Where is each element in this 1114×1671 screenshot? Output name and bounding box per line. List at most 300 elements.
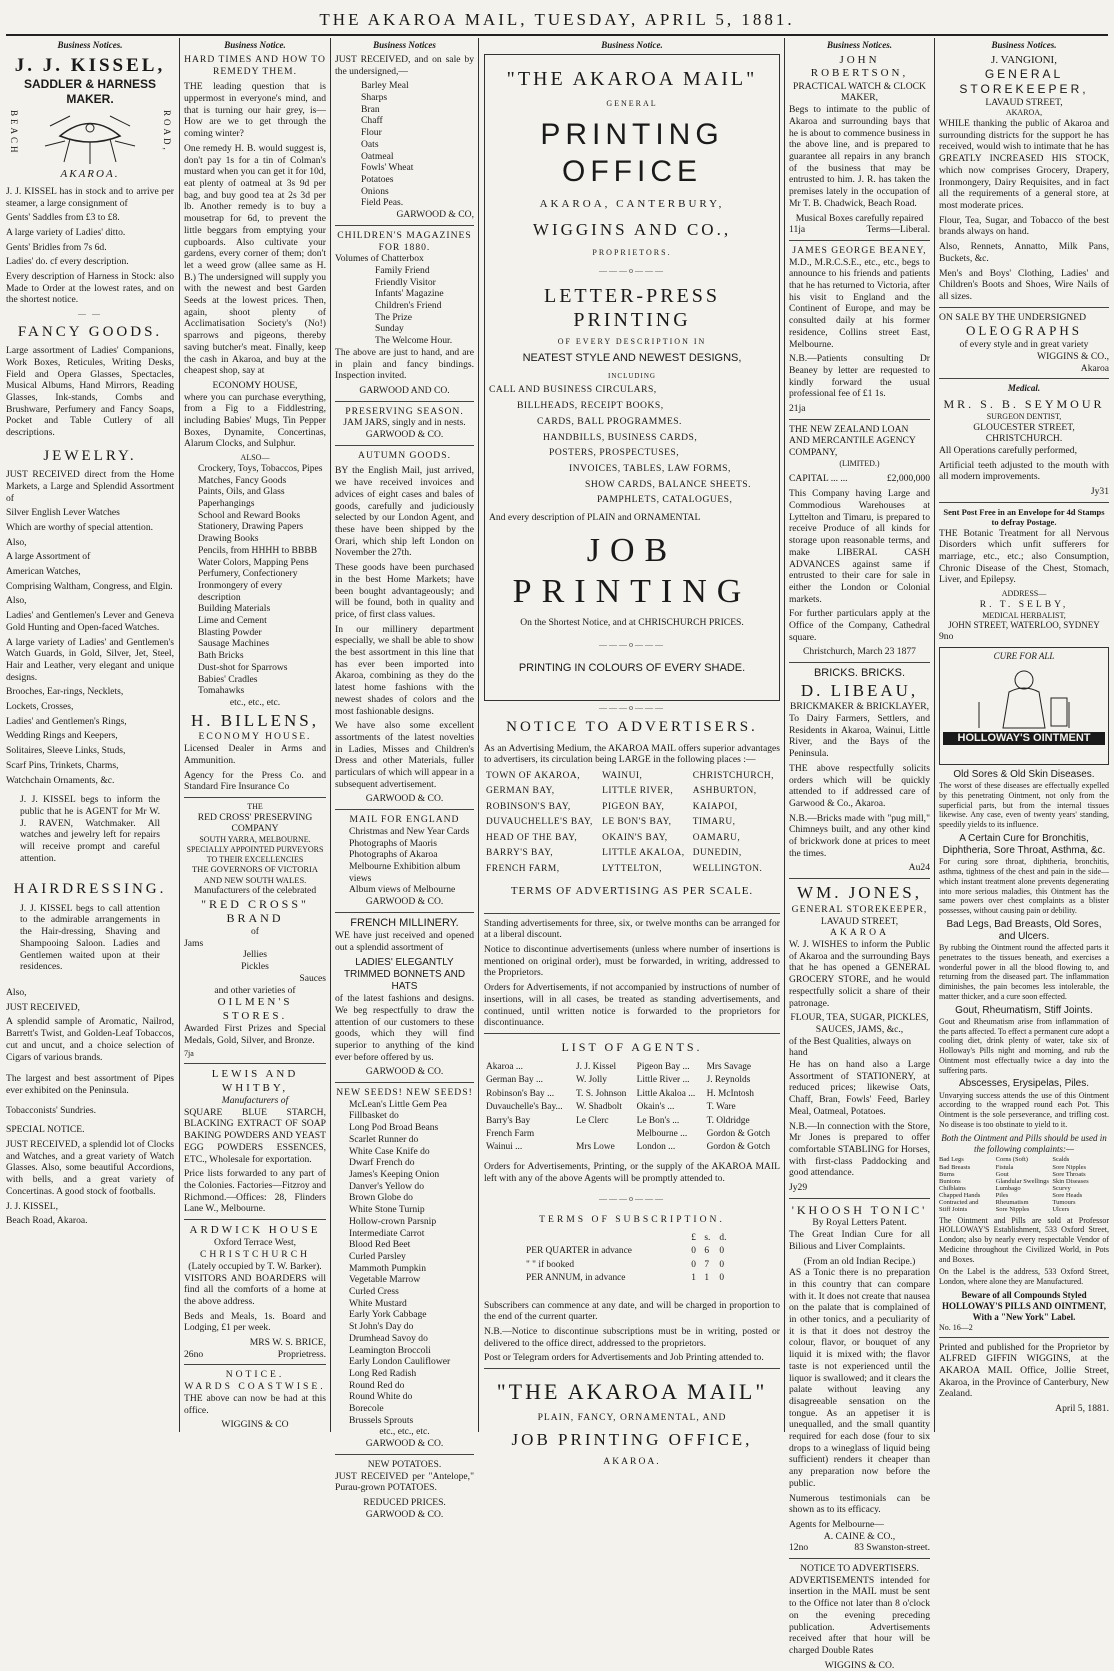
separator bbox=[184, 1219, 326, 1220]
abscesses-text: Unvarying success attends the use of this Ointment according to the wrapped round each Pot. This Ointment is the sole perseverance, and trifling cost. No disease is too obstinate to yield to it. bbox=[939, 1090, 1109, 1129]
agent-place: Le Bon's ... bbox=[636, 1115, 680, 1126]
new-potatoes-text: JUST RECEIVED per "Antelope," Purau-grown POTATOES. bbox=[335, 1470, 474, 1494]
footer-location: AKAROA. bbox=[603, 1456, 661, 1468]
botanic-text: THE Botanic Treatment for all Nervous Disorders which unfit sufferers for marriage, etc., etc.; also Consumption, Chronic Disease of the Chest, Stomach, Liver, and Epilepsy. bbox=[939, 527, 1109, 586]
column-heading: Business Notices. bbox=[826, 40, 892, 50]
separator bbox=[789, 1198, 930, 1199]
table-row bbox=[484, 1101, 780, 1114]
new-potatoes-heading: NEW POTATOES. bbox=[367, 1458, 442, 1470]
printing-office-heading: PRINTING OFFICE bbox=[540, 118, 724, 188]
licensed-dealer: Licensed Dealer in Arms and Ammunition. bbox=[184, 743, 326, 766]
capital-value: £2,000,000 bbox=[886, 472, 930, 484]
saddle-engraving bbox=[6, 106, 174, 168]
list-item: Sharps bbox=[361, 92, 388, 104]
table-row bbox=[484, 831, 780, 846]
akaroa-mail-title: "THE AKAROA MAIL" bbox=[506, 67, 758, 90]
pickles-label: Pickles bbox=[241, 961, 269, 973]
also-label: ALSO— bbox=[240, 453, 270, 463]
autumn-p1: BY the English Mail, just arrived, we have received invoices and advices of eight cases and bales of goods, carefully and judiciously selected by our London Agent, and these have been shipped by the Orari, which ship left London on November the 27th. bbox=[335, 465, 474, 559]
awarded-text: Awarded First Prizes and Special Medals, Gold, Silver, and Bronze. bbox=[184, 1023, 326, 1046]
column-3 bbox=[335, 40, 474, 1520]
khoosh-testimonials: Numerous testimonials can be shown as to its efficacy. bbox=[789, 1492, 930, 1516]
khoosh-sub: By Royal Letters Patent. bbox=[812, 1217, 907, 1229]
jewelry-heading: JEWELRY. bbox=[43, 447, 137, 464]
notice-heading: NOTICE. bbox=[225, 1369, 285, 1381]
complaint-item: Tumours bbox=[1052, 1199, 1076, 1207]
agent-place: Duvauchelle's Bay... bbox=[486, 1102, 563, 1113]
garwood-signature: GARWOOD AND CO. bbox=[359, 384, 450, 396]
khoosh-text: AS a Tonic there is no preparation in this country that can compare with it. It does not create that nausea on the palate that is complained of in other tonics, and a peculiarity of it is that it does not destroy the colour, flavor, or bouquet of any liquid it is mixed with; the flavor taste is not experienced until the liquor is swallowed; and it clears the palate without leaving any disagreeable sensation on the tongue. As an appetiser it is unequalled, and the small quantity required for each dose (four to six drops to a wineglass of liquid being sufficient) renders it cheaper than any preparation now before the public. bbox=[789, 1267, 930, 1489]
manufacturers-label: Manufacturers of the celebrated bbox=[193, 885, 317, 897]
kissel-name: J. J. KISSEL, bbox=[14, 54, 166, 76]
robertson-text: Begs to intimate to the public of Akaroa and surrounding bays that he is about to commence business in the above line, and is prepared to guarantee all repairs in any branch of the business that may be entrusted to him. J. R. has taken the premises lately in the occupation of Mr T. B. Chadwick, Beach Road. bbox=[789, 104, 930, 209]
list-item: Christmas and New Year Cards bbox=[349, 825, 470, 837]
jones-goods2: of the Best Qualities, always on hand bbox=[789, 1035, 912, 1059]
printed-text: Printed and published for the Proprietor by ALFRED GIFFIN WIGGINS, at the AKAROA MAIL Office, Jollie Street, Akaroa, in the Province of Canterbury, New Zealand. bbox=[939, 1341, 1109, 1400]
nzl-heading: THE NEW ZEALAND LOAN AND MERCANTILE AGENCY COMPANY, bbox=[789, 423, 916, 459]
separator: ———o——— bbox=[599, 702, 665, 712]
autumn-p3: In our millinery department especially, we shall be able to show the best assortment in this line that has ever been imported into Akaroa, combining as they do the latest home fashions with the newest shades of colors and the most fashionable designs. bbox=[335, 623, 474, 717]
caine-name: A. CAINE & CO., bbox=[823, 1530, 896, 1542]
list-item: Babies' Cradles bbox=[198, 673, 258, 685]
list-item: Long Red Radish bbox=[349, 1367, 417, 1379]
of-every-description: OF EVERY DESCRIPTION IN bbox=[557, 336, 707, 346]
footer-title: "THE AKAROA MAIL" bbox=[496, 1379, 768, 1405]
separator: ———o——— bbox=[599, 640, 665, 650]
list-item: Crockery, Toys, Tobaccos, Pipes bbox=[198, 462, 323, 474]
agents-heading: LIST OF AGENTS. bbox=[561, 1040, 703, 1054]
ardwick-occupied: (Lately occupied by T. W. Barker). bbox=[188, 1260, 322, 1272]
economy-items bbox=[184, 463, 326, 697]
nzl-text2: For further particulars apply at the Office of the Company, Cathedral square. bbox=[789, 608, 930, 643]
complaint-item: Bunions bbox=[939, 1177, 961, 1185]
sub-value: 1 bbox=[704, 1273, 710, 1284]
kissel-stock-text: J. J. KISSEL has in stock and to arrive per steamer, a large consignment of bbox=[6, 185, 174, 209]
ladies-bridles: Ladies' do. cf every description. bbox=[6, 256, 129, 268]
jones-nb: N.B.—In connection with the Store, Mr Jones is prepared to offer comfortable STABLING for Horses, with first-class Paddocking and good attendance. bbox=[789, 1120, 930, 1179]
list-item: Pencils, from HHHH to BBBB bbox=[198, 544, 318, 556]
table-row bbox=[484, 1061, 780, 1074]
gents-bridles: Gents' Bridles from 7s 6d. bbox=[6, 241, 107, 253]
complaint-item: Chapped Hands bbox=[939, 1192, 981, 1200]
separator bbox=[184, 1364, 326, 1365]
town-cell: BARRY'S BAY, bbox=[486, 848, 554, 859]
jewelry-item: Brooches, Ear-rings, Necklets, bbox=[6, 686, 124, 698]
town-cell: LE BON'S BAY, bbox=[602, 817, 672, 828]
separator bbox=[939, 378, 1109, 379]
letterpress-heading: LETTER-PRESS PRINTING bbox=[543, 284, 720, 332]
lewis-whitby-heading: LEWIS AND WHITBY, bbox=[211, 1068, 299, 1094]
label-text: On the Label is the address, 533 Oxford Street, London, where alone they are Manufactured. bbox=[939, 1267, 1109, 1287]
separator bbox=[789, 419, 930, 420]
ref-code: Jy31 bbox=[1090, 486, 1109, 498]
akaroa-label: AKAROA. bbox=[60, 168, 120, 181]
holloway-pills: HOLLOWAY'S PILLS AND OINTMENT, bbox=[941, 1300, 1107, 1311]
jewelry-item: A large Assortment of bbox=[6, 551, 91, 563]
town-cell: ROBINSON'S BAY, bbox=[486, 801, 571, 812]
gout-text: Gout and Rheumatism arise from inflammation of the parts affected. To effect a permanent cure adopt a cooling diet, drink plenty of water, take six of Holloway's Pills night and morning, and rub the Ointment most effectually twice a day into the suffering parts. bbox=[939, 1016, 1109, 1075]
ref-code: Jy29 bbox=[789, 1182, 808, 1194]
agents-for: Agents for Melbourne— bbox=[789, 1518, 884, 1530]
list-item: White Case Knife do bbox=[349, 1145, 430, 1157]
list-item: Drawing Books bbox=[198, 533, 259, 545]
cure-banner: CURE FOR ALL bbox=[993, 650, 1055, 661]
jewelry-item: Comprising Waltham, Congress, and Elgin. bbox=[6, 580, 173, 592]
separator bbox=[484, 1368, 780, 1369]
table-row bbox=[524, 1272, 734, 1285]
separator: ———o——— bbox=[599, 266, 665, 276]
list-item: Sunday bbox=[375, 323, 404, 335]
old-sores-heading: Old Sores & Old Skin Diseases. bbox=[953, 768, 1095, 780]
town-cell: WAINUI, bbox=[602, 770, 643, 781]
jams-label: Jams bbox=[184, 937, 204, 949]
separator: — — bbox=[78, 309, 102, 319]
wiggins-signature: WIGGINS & CO. bbox=[824, 1659, 895, 1671]
proprietors-label: PROPRIETORS. bbox=[592, 248, 672, 258]
table-row bbox=[524, 1245, 734, 1258]
other-varieties: and other varieties of bbox=[214, 984, 296, 996]
abscesses-heading: Abscesses, Erysipelas, Piles. bbox=[958, 1078, 1090, 1090]
terms-advertising-heading: TERMS OF ADVERTISING AS PER SCALE. bbox=[510, 885, 754, 898]
list-item: Fillbasket do bbox=[349, 1110, 399, 1122]
sub-value: 0 bbox=[691, 1246, 696, 1257]
sundries-text: Tobacconists' Sundries. bbox=[6, 1104, 97, 1116]
capital-label: CAPITAL ... ... bbox=[789, 472, 848, 484]
wiggins-and-co: WIGGINS AND CO., bbox=[532, 219, 732, 239]
bricks-heading: BRICKS. BRICKS. bbox=[813, 667, 906, 680]
table-row bbox=[484, 1128, 780, 1141]
hairdressing-heading: HAIRDRESSING. bbox=[13, 881, 167, 898]
nzl-date: Christchurch, March 23 1877 bbox=[803, 646, 916, 658]
sub-label: PER QUARTER in advance bbox=[526, 1246, 632, 1257]
kissel-address: Beach Road, Akaroa. bbox=[6, 1215, 88, 1227]
sauces-label: Sauces bbox=[299, 972, 326, 984]
table-row bbox=[484, 862, 780, 877]
agent-place: Akaroa ... bbox=[486, 1061, 523, 1072]
libeau-nb: N.B.—Bricks made with "pug mill," Chimneys built, and any other kind of brickwork done at prices to meet the times. bbox=[789, 812, 930, 859]
list-item: White Mustard bbox=[349, 1297, 407, 1309]
column-heading: Business Notices. bbox=[57, 40, 123, 50]
every-description-text: And every description of PLAIN and ORNAMENTAL bbox=[489, 512, 701, 524]
garwood-signature: GARWOOD & CO. bbox=[365, 896, 444, 908]
ardwick-city: CHRISTCHURCH bbox=[199, 1249, 311, 1261]
agency-text: Agency for the Press Co. and Standard Fire Insurance Co bbox=[184, 769, 326, 793]
separator bbox=[789, 878, 930, 879]
vangioni-trade: GENERAL STOREKEEPER, bbox=[959, 67, 1089, 96]
cigars-text: A splendid sample of Aromatic, Nailrod, Barrett's Twist, and Golden-Leaf Tobaccos, cut and uncut, and a choice selection of Cigars of various brands. bbox=[6, 1016, 174, 1063]
jewelry-item: Ladies' and Gentlemen's Lever and Geneva Gold Hunting and Open-faced Watches. bbox=[6, 610, 174, 633]
separator bbox=[484, 913, 780, 914]
jewelry-item: Silver English Lever Watches bbox=[6, 507, 120, 519]
footer-sub: PLAIN, FANCY, ORNAMENTAL, AND bbox=[537, 1411, 727, 1423]
list-item: Leamington Broccoli bbox=[349, 1344, 431, 1356]
column-heading: Business Notice. bbox=[601, 40, 663, 50]
vangioni-text1: WHILE thanking the public of Akaroa and surrounding districts for the support he has received, would wish to intimate that he has GREATLY INCREASED HIS STOCK, which now comprises Grocery, Drapery, Ironmongery, Dairy Requisites, and in fact all the requirements of a general store, at most moderate prices. bbox=[939, 118, 1109, 211]
oleographs-text: of every style and in great variety bbox=[959, 339, 1089, 351]
list-item: Matches, Fancy Goods bbox=[198, 474, 287, 486]
list-item: St John's Day do bbox=[349, 1321, 414, 1333]
jones-goods: FLOUR, TEA, SUGAR, PICKLES, SAUCES, JAMS, &c., bbox=[790, 1012, 929, 1035]
oleographs-intro: ON SALE BY THE UNDERSIGNED bbox=[939, 311, 1087, 323]
list-item: The Prize bbox=[375, 311, 413, 323]
list-item: Scarlet Runner do bbox=[349, 1133, 419, 1145]
list-item: Round White do bbox=[349, 1391, 413, 1403]
list-item: Potatoes bbox=[361, 174, 394, 185]
nzl-text: This Company having Large and Commodious Warehouses at Lyttelton and Timaru, is prepared to receive Produce of all kinds for storage upon reasonable terms, and make LIBERAL CASH ADVANCES against same if entrusted to their care for sale in either the London or Colonial markets. bbox=[789, 488, 930, 605]
list-item: Oatmeal bbox=[361, 150, 394, 162]
town-cell: KAIAPOI, bbox=[692, 801, 738, 812]
list-item: Flour bbox=[361, 127, 382, 139]
standing-text: Standing advertisements for three, six, or twelve months can be arranged for at a liberal discount. bbox=[484, 917, 780, 941]
list-item: The Welcome Hour. bbox=[375, 335, 453, 347]
gloucester-label: GLOUCESTER STREET, bbox=[973, 421, 1075, 433]
french-millinery-text2: of the latest fashions and designs. We beg respectfully to draw the attention of our customers to these goods, which they will find superior to anything of the kind ever before offered by us. bbox=[335, 993, 474, 1063]
footer-job: JOB PRINTING OFFICE, bbox=[511, 1429, 753, 1449]
town-cell: ASHBURTON, bbox=[692, 786, 757, 797]
complaint-item: Scurvy bbox=[1052, 1185, 1071, 1193]
separator bbox=[184, 1063, 326, 1064]
printing-office-box bbox=[484, 54, 780, 701]
christchurch-label: CHRISTCHURCH. bbox=[985, 433, 1063, 445]
column-2 bbox=[184, 40, 326, 1432]
jellies-label: Jellies bbox=[243, 949, 267, 961]
separator bbox=[335, 445, 474, 446]
issue-number: No. 16—2 bbox=[939, 1322, 973, 1332]
wiggins-location: Akaroa bbox=[1080, 362, 1109, 374]
complaint-item: Sore Heads bbox=[1052, 1192, 1083, 1200]
list-item: Vegetable Marrow bbox=[349, 1274, 421, 1286]
agent-name: Gordon & Gotch bbox=[706, 1128, 771, 1139]
autumn-goods-heading: AUTUMN GOODS. bbox=[358, 449, 451, 461]
list-item: Drumhead Savoy do bbox=[349, 1332, 428, 1344]
complaint-item: Gout bbox=[995, 1170, 1009, 1178]
table-row bbox=[484, 1141, 780, 1154]
list-item: Bath Bricks bbox=[198, 650, 244, 662]
list-item: School and Reward Books bbox=[198, 509, 301, 521]
ref-code: 9no bbox=[939, 631, 954, 643]
separator bbox=[335, 809, 474, 810]
terms-label: Terms—Liberal. bbox=[866, 224, 930, 236]
bronchitis-heading: A Certain Cure for Bronchitis, Diphtheria, Sore Throat, Asthma, &c. bbox=[942, 832, 1106, 857]
hairdressing-text: J. J. KISSEL begs to call attention to the admirable arrangements in the Hair-dressing, Shaving and Shampooing Saloon. Ladies and Gentlemen waited upon at their residences. bbox=[20, 902, 160, 973]
medical-heading: Medical. bbox=[1007, 383, 1041, 394]
beach-label: BEACH bbox=[8, 110, 19, 156]
list-item: Onions bbox=[361, 185, 389, 197]
sub-value: 1 bbox=[691, 1273, 696, 1284]
agent-place: French Farm bbox=[486, 1128, 535, 1139]
separator bbox=[789, 662, 930, 663]
subscription-table bbox=[524, 1232, 734, 1286]
complaint-item: Contracted and bbox=[939, 1199, 979, 1207]
list-item: Fowls' Wheat bbox=[361, 162, 414, 174]
complaint-item: Ulcers bbox=[1052, 1206, 1070, 1214]
column-divider bbox=[179, 38, 180, 1432]
ardwick-beds: Beds and Meals, 1s. Board and Lodging, £1 per week. bbox=[184, 1310, 326, 1334]
masthead-rule bbox=[6, 34, 1108, 36]
grain-list bbox=[335, 80, 474, 209]
agent-name: J. J. Kissel bbox=[575, 1061, 617, 1072]
limited-label: (LIMITED.) bbox=[839, 458, 880, 468]
reduced-prices: REDUCED PRICES. bbox=[363, 1496, 446, 1508]
list-item: Sausage Machines bbox=[198, 638, 270, 650]
list-item: Friendly Visitor bbox=[375, 276, 436, 288]
town-cell: HEAD OF THE BAY, bbox=[486, 832, 578, 843]
special-notice-heading: SPECIAL NOTICE. bbox=[6, 1124, 85, 1136]
table-row bbox=[484, 1088, 780, 1101]
seeds-etc: etc., etc., etc. bbox=[379, 1426, 430, 1438]
musical-boxes: Musical Boxes carefully repaired bbox=[795, 212, 924, 224]
services-list bbox=[489, 384, 775, 506]
ref-code: 26no bbox=[184, 1348, 204, 1360]
libeau-text2: THE above respectfully solicits orders which will be quickly attended to if addressed care of Garwood & Co., Akaroa. bbox=[789, 762, 930, 809]
magazines-text: The above are just to hand, and are in plain and fancy bindings. Inspection invited. bbox=[335, 346, 474, 382]
complaint-item: Bad Breasts bbox=[939, 1163, 971, 1171]
complaint-item: Stiff Joints bbox=[939, 1206, 968, 1214]
separator bbox=[335, 401, 474, 402]
separator bbox=[335, 1082, 474, 1083]
ladies-saddles: A large variety of Ladies' ditto. bbox=[6, 226, 126, 238]
separator bbox=[335, 912, 474, 913]
table-row bbox=[484, 784, 780, 799]
list-item: Blasting Powder bbox=[198, 626, 262, 638]
separator bbox=[335, 225, 474, 226]
complaint-item: Sore Throats bbox=[1052, 1170, 1086, 1178]
swanston-address: 83 Swanston-street. bbox=[854, 1542, 930, 1554]
agent-name bbox=[574, 1128, 635, 1141]
service-item: HANDBILLS, BUSINESS CARDS, bbox=[543, 431, 698, 443]
table-row bbox=[484, 846, 780, 861]
complaint-item: Lumbago bbox=[995, 1185, 1021, 1193]
brice-signature: MRS W. S. BRICE, bbox=[249, 1337, 326, 1349]
agent-name: W. Shadbolt bbox=[575, 1102, 622, 1113]
list-item: Melbourne Exhibition album views bbox=[349, 860, 461, 884]
column-header: £ bbox=[691, 1232, 696, 1243]
also-label: Also, bbox=[6, 987, 27, 998]
list-item: Brown Globe do bbox=[349, 1192, 413, 1204]
separator bbox=[939, 502, 1109, 503]
jewelry-item: Wedding Rings and Keepers, bbox=[6, 730, 118, 742]
list-item: Building Materials bbox=[198, 603, 271, 615]
list-item: Chaff bbox=[361, 115, 383, 127]
list-item: Brussels Sprouts bbox=[349, 1414, 414, 1426]
gents-saddles: Gents' Saddles from £3 to £8. bbox=[6, 212, 120, 224]
notice-advertisers-heading: NOTICE TO ADVERTISERS. bbox=[506, 719, 758, 736]
complaint-item: Sore Nipples bbox=[995, 1206, 1030, 1214]
list-item: Infants' Magazine bbox=[375, 288, 444, 300]
list-item: Barley Meal bbox=[361, 80, 409, 92]
town-cell: OKAIN'S BAY, bbox=[602, 832, 668, 843]
list-item: Paints, Oils, and Glass bbox=[198, 486, 285, 498]
proprietress-label: Proprietress. bbox=[277, 1348, 326, 1360]
wards-text: THE above can now be had at this office. bbox=[184, 1392, 326, 1416]
notice-advertisers-heading: NOTICE TO ADVERTISERS. bbox=[800, 1563, 919, 1575]
sub-value: 0 bbox=[719, 1259, 725, 1270]
hard-times-heading: HARD TIMES AND HOW TO REMEDY THEM. bbox=[184, 53, 326, 77]
lewis-manufacturers: Manufacturers of bbox=[221, 1095, 289, 1107]
list-item: Family Friend bbox=[375, 264, 430, 276]
sub-value: 7 bbox=[704, 1259, 710, 1270]
allegory-figure-icon bbox=[949, 662, 1099, 732]
brice-footer bbox=[184, 1349, 326, 1361]
vangioni-akaroa: AKAROA, bbox=[1005, 108, 1043, 118]
complaint-item: Sore Nipples bbox=[1052, 1163, 1087, 1171]
town-cell: TIMARU, bbox=[692, 817, 736, 828]
chatterbox-label: Volumes of Chatterbox bbox=[335, 253, 424, 265]
service-item: CARDS, BALL PROGRAMMES. bbox=[537, 415, 682, 427]
column-4 bbox=[484, 40, 780, 1468]
list-item: Ironmongery of every description bbox=[198, 579, 283, 603]
complaint-item: Rheumatism bbox=[995, 1199, 1029, 1207]
libeau-text: To Dairy Farmers, Settlers, and Residents in Akaroa, Wainui, Little River, and the Bays of the Peninsula. bbox=[789, 713, 930, 760]
magazines-list bbox=[335, 265, 474, 347]
agents-text: Orders for Advertisements, Printing, or the supply of the AKAROA MAIL left with any of the above Agents will be promptly attended to. bbox=[484, 1160, 780, 1184]
agent-name: T. S. Johnson bbox=[575, 1088, 627, 1099]
column-heading: Business Notice. bbox=[224, 40, 286, 50]
subscription-heading: TERMS OF SUBSCRIPTION. bbox=[539, 1214, 725, 1226]
agent-name: Le Clerc bbox=[575, 1115, 609, 1126]
autumn-p2: These goods have been purchased in the best Home Markets; have been bought advantageously; and will be found, both in quality and price, of first class values. bbox=[335, 562, 474, 620]
list-item: Borecole bbox=[349, 1403, 384, 1415]
circulation-table bbox=[484, 769, 780, 877]
issue-date: April 5, 1881. bbox=[1055, 1403, 1109, 1415]
ref-code: 11ja bbox=[789, 224, 806, 236]
mail-england-heading: MAIL FOR ENGLAND bbox=[349, 814, 460, 826]
new-york-label: With a "New York" Label. bbox=[972, 1311, 1076, 1322]
notice-advertisers-text: As an Advertising Medium, the AKAROA MAIL offers superior advantages to advertisers, its circulation being LARGE in the following places :— bbox=[484, 742, 780, 766]
column-divider bbox=[330, 38, 331, 1432]
separator bbox=[939, 307, 1109, 308]
vangioni-text4: Men's and Boys' Clothing, Ladies' and Children's Boots and Shoes, Wire Nails of all sizes. bbox=[939, 267, 1109, 302]
list-item: Album views of Melbourne bbox=[349, 884, 456, 896]
service-item: PAMPHLETS, CATALOGUES, bbox=[597, 494, 733, 506]
jones-akaroa: AKAROA bbox=[829, 927, 890, 939]
red-cross-brand: "RED CROSS" BRAND bbox=[201, 896, 309, 926]
column-header: s. bbox=[704, 1232, 711, 1243]
lewis-pricelist: Price lists forwarded to any part of the Colonies. Factories—Fitzroy and Richmond.—Offices: 28, Flinders Lane W., Melbourne. bbox=[184, 1168, 326, 1215]
complaint-item: Scalds bbox=[1052, 1156, 1070, 1164]
town-cell: LITTLE RIVER, bbox=[602, 786, 674, 797]
ref-code: 7ja bbox=[184, 1049, 194, 1059]
town-cell: PIGEON BAY, bbox=[602, 801, 665, 812]
town-cell: LYTTELTON, bbox=[602, 863, 663, 874]
purveyors: SPECIALLY APPOINTED PURVEYORS TO THEIR EXCELLENCIES bbox=[186, 844, 324, 864]
service-item: POSTERS, PROSPECTUSES, bbox=[549, 447, 680, 459]
list-item: Long Pod Broad Beans bbox=[349, 1122, 439, 1134]
just-received-label: JUST RECEIVED, bbox=[6, 1001, 80, 1013]
separator bbox=[335, 1454, 474, 1455]
saddle-icon bbox=[40, 106, 140, 166]
town-cell: WELLINGTON. bbox=[692, 863, 763, 874]
ref-code: Au24 bbox=[908, 862, 930, 874]
list-item: Water Colors, Mapping Pens bbox=[198, 556, 309, 568]
jones-text: W. J. WISHES to inform the Public of Akaroa and the surrounding Bays that he has opened a GENERAL GROCERY STORE, and he would respectfully solicit a share of their patronage. bbox=[789, 939, 930, 1009]
operations-text: All Operations carefully performed, bbox=[939, 445, 1077, 457]
beaney-text: M.D., M.R.C.S.E., etc., etc., begs to announce to his friends and patients that he has returned to Victoria, after his visit to England and the Continent of Europe, and may be consulted daily at his former residence, Collins street East, Melbourne. bbox=[789, 256, 930, 350]
capital-row bbox=[789, 473, 930, 485]
childrens-magazines-heading: CHILDREN'S MAGAZINES FOR 1880. bbox=[337, 229, 472, 253]
garwood-signature: GARWOOD & CO, bbox=[396, 209, 474, 221]
complaint-item: Bad Legs bbox=[939, 1156, 964, 1164]
red-cross-company: RED CROSS' PRESERVING COMPANY bbox=[197, 811, 313, 835]
robertson-trade: PRACTICAL WATCH & CLOCK MAKER, bbox=[793, 80, 926, 104]
table-row bbox=[484, 1115, 780, 1128]
hard-times-p2: One remedy H. B. would suggest is, don't pay 1s for a tin of Colman's mustard when you can get it for 10d, eat plenty of oatmeal at 3s 9d per bag, and buy good tea at 2s 3d per lb. Another remedy is to buy a mousetrap for 6d, to prevent the little beggars from emptying your cupboards. Also cultivate your gardens, every corner of them; don't let a weed grow (allee same as H. B.) The undersigned will supply you with the newest and best Garden Seeds at the lowest prices. Then, again, shoot plenty of Acclimatisation Society's (No!) sparrows and pigeons, thereby saving butcher's meat. Finally, keep the cash in Akaroa, and buy at the cheapest shop, say at bbox=[184, 142, 326, 377]
column-1 bbox=[6, 40, 174, 1432]
jones-text2: He has on hand also a Large Assortment of STATIONERY, at reduced prices; likewise Oats, Chaff, Bran, Fowls' Feed, Barley Meal, Oatmeal, Potatoes. bbox=[789, 1059, 930, 1117]
list-item: Photographs of Akaroa bbox=[349, 849, 438, 861]
herbalist-label: MEDICAL HERBALIST, bbox=[982, 610, 1066, 620]
seeds-list bbox=[335, 1099, 474, 1427]
